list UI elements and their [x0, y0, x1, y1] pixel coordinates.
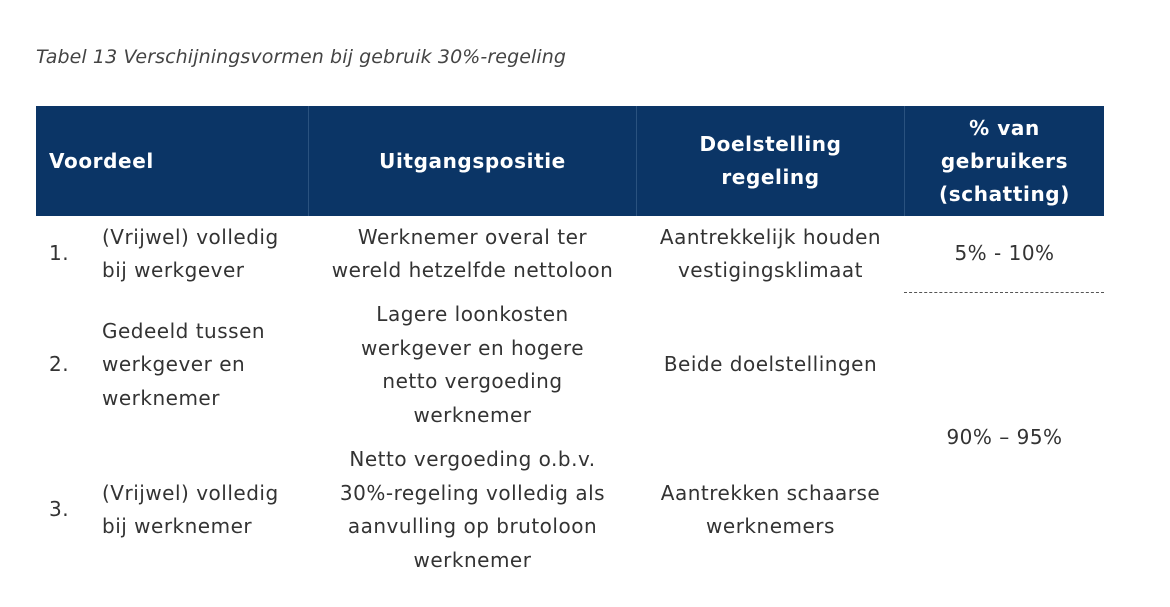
- table-caption: Tabel 13 Verschijningsvormen bij gebruik 30%-regeling: [36, 46, 567, 68]
- cell-line: Gedeeld tussen: [102, 318, 266, 343]
- cell-line: vestigingsklimaat: [677, 258, 864, 282]
- cell-line: netto vergoeding: [382, 369, 563, 393]
- row-3-doelstelling: [637, 443, 904, 577]
- row-3-uitgangspositie: [309, 443, 636, 577]
- header-doelstelling-line2: regeling: [721, 165, 820, 189]
- header-percentage: [905, 106, 1104, 216]
- row-2-number: [36, 298, 96, 432]
- cell-line: Aantrekken schaarse: [660, 480, 881, 505]
- percentage-value: 90% – 95%: [946, 424, 1063, 449]
- row-1-percentage: [905, 220, 1104, 288]
- row-1-uitgangspositie: [309, 220, 636, 288]
- percentage-value: 5% - 10%: [954, 241, 1055, 266]
- header-uitgangspositie-label: Uitgangspositie: [379, 148, 566, 173]
- header-percentage-line2: gebruikers: [940, 148, 1069, 173]
- row-number-label: 1.: [49, 241, 70, 266]
- cell-line: 30%-regeling volledig als: [339, 480, 606, 505]
- dashed-separator: [904, 292, 1104, 293]
- row-1-voordeel: [102, 220, 308, 288]
- cell-line: werkgever en: [102, 352, 246, 377]
- cell-line: werknemers: [706, 514, 835, 538]
- cell-line: werknemer: [413, 402, 532, 427]
- header-doelstelling: [637, 106, 904, 216]
- header-uitgangspositie: [309, 106, 636, 216]
- row-2-3-percentage: [905, 298, 1104, 577]
- row-2-voordeel: [102, 298, 308, 432]
- cell-line: werknemer: [413, 547, 532, 572]
- header-percentage-line3: (schatting): [939, 181, 1070, 206]
- row-2-uitgangspositie: [309, 298, 636, 432]
- row-1-doelstelling: [637, 220, 904, 288]
- cell-line: werkgever en hogere: [360, 335, 585, 360]
- cell-line: werknemer: [102, 385, 220, 410]
- row-number-label: 2.: [49, 352, 70, 377]
- cell-line: Netto vergoeding o.b.v.: [349, 447, 596, 471]
- header-voordeel-label: Voordeel: [49, 148, 154, 173]
- cell-line: (Vrijwel) volledig: [102, 224, 279, 249]
- cell-line: Lagere loonkosten: [376, 302, 569, 326]
- cell-line: (Vrijwel) volledig: [102, 480, 279, 505]
- row-3-number: [36, 443, 96, 577]
- verschijningsvormen-table: [36, 106, 1104, 576]
- cell-line: aanvulling op brutoloon: [347, 514, 598, 538]
- cell-line: Beide doelstellingen: [663, 352, 878, 377]
- row-2-doelstelling: [637, 298, 904, 432]
- cell-line: bij werkgever: [102, 258, 245, 282]
- header-voordeel: [36, 106, 308, 216]
- header-doelstelling-line1: Doelstelling: [699, 132, 842, 156]
- row-1-number: [36, 220, 96, 288]
- header-percentage-line1: % van: [969, 115, 1040, 140]
- cell-line: Werknemer overal ter: [357, 224, 588, 249]
- row-3-voordeel: [102, 443, 308, 577]
- table-header-row: [36, 106, 1104, 216]
- cell-line: wereld hetzelfde nettoloon: [331, 258, 614, 282]
- row-number-label: 3.: [49, 497, 70, 522]
- cell-line: bij werknemer: [102, 514, 253, 538]
- cell-line: Aantrekkelijk houden: [659, 224, 882, 249]
